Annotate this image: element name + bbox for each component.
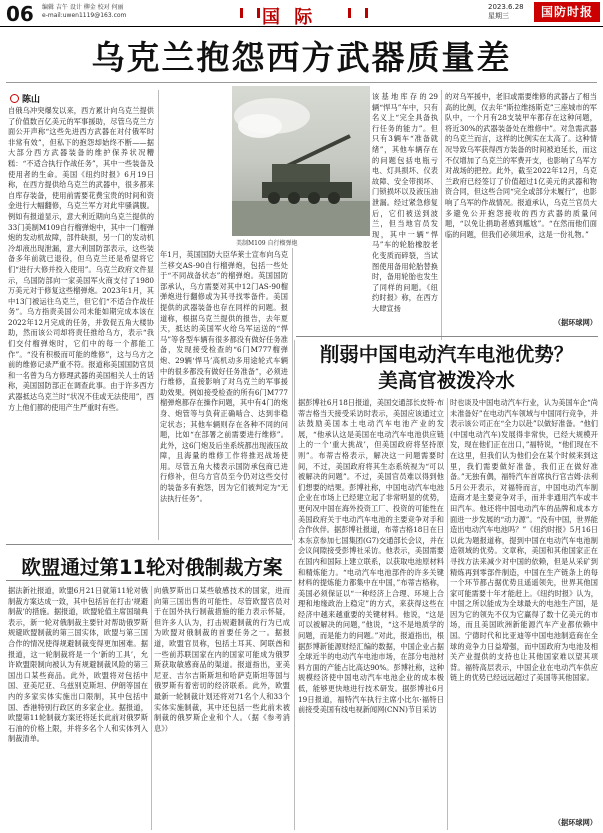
byline xyxy=(10,92,40,105)
article-divider xyxy=(6,580,292,581)
article-divider xyxy=(296,336,598,337)
main-article-col3: 该基地库存的29辆“悍马”车中，只有名义上“完全具备执行任务的能力”。但只有3辆车“准备就绪”，其他车辆存在的问题包括电瓶亏电、灯具损坏、仪表故障、安全带损坏、门锁损坏以及液压油泄漏。经过紧急修复后，它们被送到波兰，但当地官员发现，其中一辆“悍马”车的轮胎橡胶老化变质而碎裂，当试图使用备用轮胎替换时，备用轮胎也发生了同样的问题。《纽约时报》称，在西方大肆宣扬 xyxy=(372,92,438,313)
photo-caption: 美制M109 自行榴弹炮 xyxy=(236,240,298,247)
headline-divider xyxy=(6,82,597,83)
column-divider xyxy=(441,90,442,340)
weekday-text: 星期三 xyxy=(488,12,509,20)
date-text: 2023.6.28 xyxy=(488,3,524,11)
article2-headline xyxy=(290,342,603,394)
howitzer-photo xyxy=(232,86,370,236)
article3-col1: 据法新社报道，欧盟6月21日就第11轮对俄制裁方案达成一致，其中包括旨在打击‘规避制裁’的措施。据报道，欧盟轮值主席国瑞典表示，新一轮对俄制裁主要针对帮助俄罗斯规避欧盟制裁的第三国实体，欧盟与第三国合作的情况使得规避制裁变得更加困难。据报道，这一轮制裁将是一个‘新的工具’，允许欧盟限制向被认为有规避制裁风险的第三国出口某些商品。此外，欧盟将对包括中国、亚美尼亚、乌兹别克斯坦、伊朗等国在内的多家实体实施出口限制，其中包括中国、香港特别行政区的多家企业。据报道，欧盟第11轮制裁方案还将延长此前对俄罗斯石油的价格上限，并将多名个人和实体列入制裁清单。 xyxy=(8,586,148,744)
newspaper-logo: 国防时报 xyxy=(534,2,600,22)
main-article-col1: 自俄乌冲突爆发以来，西方累计向乌克兰提供了价值数百亿美元的军事援助，尽管乌克兰方面公开声称“这些先进西方武器在对付俄军时非常有效”，但私下的抱怨却始终不断——据大部分西方武器装备的维护保养状况糟糕：“不适合执行作战任务”，其中一些装备及使用者的生命。美国《纽约时报》6月19日称，在西方提供给乌克兰的武器中，很多都来自库存装备，使用前需要花费宝贵的时间和资金进行大幅翻修，乌克兰军方对此牢骚满腹。例如有报道显示，意大利近期向乌克兰提供的33门美制M109自行榴弹炮中，其中一门榴弹炮的发动机故障，部件缺损，另一门的发动机冷却液出现泄漏，意大利国防部表示，这些装备多年前就已退役，但乌克兰还是希望将它们“进行大修并投入使用”。乌克兰政府文件显示，乌国防部向一家美国军火商支付了1980万美元对于修复这些榴弹炮。2023年1月，其中13门被运往乌克兰，但它们“不适合作战任务”。乌方指责美国公司未能如期完成本该在2022年12月完成的任务，并敦促五角大楼协助，然而该公司却将责任推给乌方，表示“我们交付榴弹炮时，它们中的每一个都能工作”。“没有积极而可能的维修”，这与乌方之前的维修记录严重不符。报道称美国国防官员和一名曾为乌方修理武器的美国相关人士的话称，美国国防部正在调查此事。由于许多西方武器抵达乌克兰时“状况不佳或无法使用”，西方上他们都的使用产生严重时有些。 xyxy=(8,106,154,412)
editor-email: e-mail:uwen1119@163.com xyxy=(42,12,127,19)
article3-col2: 向俄罗斯出口某些敏感技术的国家，进而向第三国出售的可能性。尽管欧盟官员对于在国外执行制裁措施的能力表示怀疑，但许多人认为，打击规避制裁的行为已成为欧盟对俄制裁的首要任务之一。据报道，欧盟官员称，包括土耳其、阿联酋和一些前苏联国家在内的国家可能成为俄罗斯获取敏感商品的渠道。报道指出，亚美尼亚、吉尔吉斯斯坦和哈萨克斯坦等国与俄罗斯有着密切的经济联系。此外，欧盟最新一轮制裁计划还将对71名个人和33个实体实施制裁，其中还包括一些此前未被制裁的俄罗斯企业和个人。（据《参考消息》） xyxy=(154,586,290,733)
byline-author: 陈山 xyxy=(22,95,41,105)
issue-date xyxy=(488,3,524,21)
column-divider xyxy=(294,340,295,830)
main-article-col2: 年1月，英国国防大臣华莱士宣布向乌克兰移交AS-90自行榴弹炮，包括一些处于“不同战备状态”的榴弹炮。英国国防部承认，乌方需要对其中12门AS-90榴弹炮进行翻修或为其寻找零备件。美国提供的武器装备也存在同样的问题。报道称，根据乌克兰提供的报告，去年夏天，抵达的美国军火给乌军运送的“悍马”等各型车辆有很多都没有做好任务准备，发现接受检查的“6门M777榴弹炮、29辆‘悍马’高机动多用途轮式车辆中的很多都没有做好任务准备”，必须进行维修，直接影响了对乌克兰的军事援助效果。例如接受检查的所有6门M777榴弹炮都存在操作问题，其中有4门的炮身、炮管等与负荷正确啮合、达到非稳定状态；其他车辆则存在各种不同的问题，比如“在部署之前需要进行维修”。此外，这6门炮及后坐系统都出现液压故障，且海量的维修工作将推迟战场使用。尽管五角大楼表示国防承包商已进行修补，但乌方官员至今仍对这些交付的装备多有抱怨，因为它们被判定为“无法执行任务”。 xyxy=(160,250,288,503)
main-article-col4: 的对乌军援中，老旧或需要维修的武器占了相当高的比例，仅去年“斯拉维扬斯克”三座城市的军队中，一个月有28支装甲车都存在这种问题，将近30%的武器装备处在维修中”。对急需武器的乌克兰而言，这样的比例实在太高了。这种情况导致乌军获得西方装备的时间被迫延长，而这不仅增加了乌克兰的军费开支，也影响了乌军方对战场的把控。此外，截至2022年12月，乌克兰政府已经签订了价值超过1亿美元的武器和物资合同，但这些合同“完全或部分未履行”，也影响了乌军的作战情况。报道承认，乌克兰官员大多避免公开抱怨接收的西方武器的质量问题，“以免让捐助者感到尴尬”。“在然而他们面临的问题，但我们必须坦承，这是一份礼物。” xyxy=(445,92,597,239)
section-ornament-right xyxy=(348,8,368,18)
column-divider xyxy=(158,90,159,540)
article2-col1: 据彭博社6月18日报道，美国交通部长皮特·布蒂吉格当天接受采访时表示，美国应该通过立法鼓励美国本土电动汽车电池产业的发展，“他承认这是美国在电动汽车电池供应链上的一个‘重大挑战’，但美国政府将坚持原则”。布蒂吉格表示，解决这一问题需要时间，不过，美国政府将其生态系统视为“可以被解决的问题”。不过，美国官员难以得到他们想要的结果。彭博社称，中国电动汽车电池企业在市场上已经建立起了非常明显的优势，更何况中国在海外投资工厂、投资的可能性在美国政府关于电动汽车电池的主要竞争对手和合作伙伴。据彭博社报道，布蒂吉格18日在日本东京参加七国集团(G7)交通部长会议，并在会议间隙接受彭博社采访。他表示，美国需要在国内和国际上建立联系，以获取电池原材料和精炼能力。“电动汽车电池部件的许多关键材料的提炼能力都集中在中国，”布蒂吉格称，美国必须保证以“一种经济上合理、环境上合理和地缘政治上稳定”的方式，来获得这些在经济中越来越重要的关键材料。他说，“这是可以被解决的问题，”他说，“这不是地质学的问题，而是能力的问题。”对此，报道指出，根据彭博新能源财经汇编的数据，中国企业占据全球近半的电动汽车电池市场，在部分电池材料方面的产能占比高达90%。彭博社称，这种规模经济使中国电动汽车电池企业的成本极低，能够更快地进行技术研发。据彭博社6月19日报道，福特汽车执行主席小比尔·福特日前接受美国有线电视新闻网(CNN)节目采访 xyxy=(298,398,444,715)
article-divider xyxy=(6,544,292,545)
article2-col2: 时也谈及中国电动汽车行业，认为美国车企“尚未准备好”在电动汽车领域与中国同行竞争，并表示该公司正在“全力以赴”以做好准备。“他们(中国电动汽车)发展得非常快，已经大规模开发，现在他们正在出口，”福特说，“他们现在不在这里，但我们认为他们会在某个时候来到这里，我们需要做好准备，我们正在做好准备。”无独有偶，福特汽车首席执行官吉姆·法利5月公开表示，对福特而言，中国电动汽车制造商才是主要竞争对手，而并非通用汽车或丰田汽车。他还将中国电动汽车的品牌和成本方面进一步发展的“动力源”。“没有中国，世界能造出电动汽车电池吗？”《纽约时报》5月16日以此为题报道称，提到中国在电动汽车电池制造领域的优势。文章称，美国和其他国家正在寻找方法来减少对中国的依赖，但是从采矿到精炼再到零部件制造，中国在生产链条上的每一个环节都占据优势且遥遥领先，世界其他国家可能需要十年才能赶上。《纽约时报》认为，中国之所以能成为全球最大的电池生产国，是因为它的领先不仅为它赢得了数十亿美元的市场，而且美国欧洲新能源汽车产业都依赖中国。宁德时代和比亚迪等中国电池制造商在全球的竞争力日益增强，而中国政府为电池及相关产业提供的支持也让其他国家难以望其项背。福特高层表示，中国企业在电动汽车供应链上的优势已经远远超过了美国等其他国家。 xyxy=(450,398,598,683)
article2-title-line2: 美高官被泼冷水 xyxy=(378,369,515,392)
article2-title-line1: 削弱中国电动汽车电池优势？ xyxy=(319,343,574,366)
section-title: 国 际 xyxy=(262,7,317,28)
editor-names: 编辑 吉午 设计 柳金 校对 何丽 xyxy=(42,4,124,11)
editor-credits xyxy=(42,4,126,20)
article3-headline: 欧盟通过第11轮对俄制裁方案 xyxy=(21,556,283,579)
section-ornament-left xyxy=(240,8,260,18)
byline-bullet-icon xyxy=(10,94,19,103)
main-headline: 乌克兰抱怨西方武器质量差 xyxy=(91,38,512,77)
column-divider xyxy=(292,248,293,540)
page-number: 06 xyxy=(6,2,34,26)
article2-source: （据环球网） xyxy=(553,818,597,827)
column-divider xyxy=(447,398,448,830)
howitzer-illustration xyxy=(232,86,370,236)
main-article-source: （据环球网） xyxy=(553,318,597,327)
column-divider xyxy=(151,586,152,830)
